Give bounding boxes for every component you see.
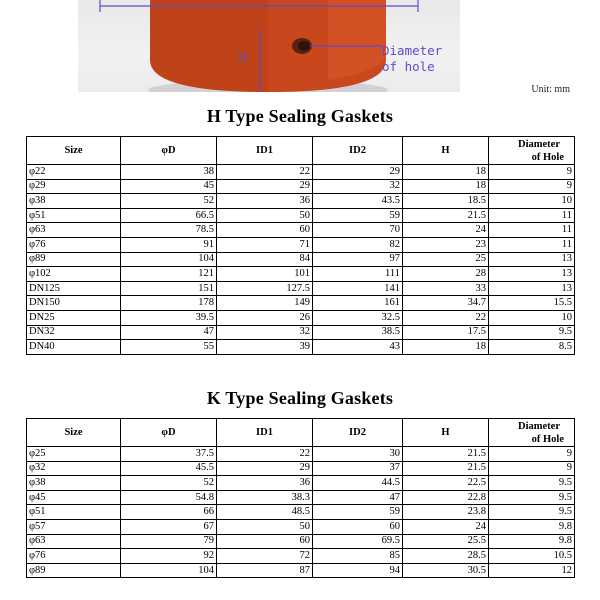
table-cell: 28.5 <box>403 549 489 564</box>
table-cell: 178 <box>121 296 217 311</box>
table-cell: 13 <box>489 267 575 282</box>
table-cell: 72 <box>217 549 313 564</box>
table-row <box>27 281 575 296</box>
table-cell: 9.8 <box>489 534 575 549</box>
table-cell: 104 <box>121 563 217 578</box>
table-cell: φ102 <box>27 267 121 282</box>
table-cell: 37 <box>313 461 403 476</box>
table-cell: 47 <box>313 490 403 505</box>
table-cell: 22 <box>403 310 489 325</box>
table-cell: DN40 <box>27 340 121 355</box>
table-row <box>27 549 575 564</box>
table-cell: φ51 <box>27 208 121 223</box>
table-cell: 10 <box>489 194 575 209</box>
table-cell: 71 <box>217 237 313 252</box>
table-cell: 11 <box>489 208 575 223</box>
table-cell: 87 <box>217 563 313 578</box>
table-cell: 45 <box>121 179 217 194</box>
table-cell: 25.5 <box>403 534 489 549</box>
table-cell: 111 <box>313 267 403 282</box>
table-row <box>27 252 575 267</box>
h-label: H <box>238 50 248 65</box>
table-row <box>27 490 575 505</box>
table-cell: 91 <box>121 237 217 252</box>
table-cell: 55 <box>121 340 217 355</box>
table-cell: 9.5 <box>489 325 575 340</box>
table-cell: 48.5 <box>217 505 313 520</box>
column-header: ID2 <box>313 419 403 447</box>
table-cell: 29 <box>217 179 313 194</box>
table-cell: 29 <box>217 461 313 476</box>
table-cell: 22.8 <box>403 490 489 505</box>
table-cell: 9 <box>489 447 575 462</box>
h-type-table <box>26 136 575 355</box>
table-row <box>27 208 575 223</box>
table-row <box>27 325 575 340</box>
h-type-body <box>27 165 575 355</box>
table-cell: 36 <box>217 476 313 491</box>
table-cell: 59 <box>313 505 403 520</box>
table-cell: 13 <box>489 252 575 267</box>
table-cell: φ25 <box>27 447 121 462</box>
table-cell: 38.3 <box>217 490 313 505</box>
table-cell: 43 <box>313 340 403 355</box>
table-cell: 24 <box>403 519 489 534</box>
table-cell: 17.5 <box>403 325 489 340</box>
table-cell: 52 <box>121 476 217 491</box>
table-cell: 9.8 <box>489 519 575 534</box>
table-cell: 151 <box>121 281 217 296</box>
table-cell: 18.5 <box>403 194 489 209</box>
k-type-header-row <box>27 419 575 447</box>
table-row <box>27 179 575 194</box>
table-cell: 21.5 <box>403 208 489 223</box>
table-cell: 13 <box>489 281 575 296</box>
table-row <box>27 165 575 180</box>
table-cell: 9.5 <box>489 505 575 520</box>
table-cell: 39 <box>217 340 313 355</box>
k-type-body <box>27 447 575 578</box>
table-cell: 66 <box>121 505 217 520</box>
table-cell: 38.5 <box>313 325 403 340</box>
table-cell: 67 <box>121 519 217 534</box>
table-row <box>27 340 575 355</box>
table-cell: 24 <box>403 223 489 238</box>
h-type-title: H Type Sealing Gaskets <box>206 106 394 126</box>
table-row <box>27 447 575 462</box>
table-cell: 101 <box>217 267 313 282</box>
table-cell: 104 <box>121 252 217 267</box>
table-cell: 52 <box>121 194 217 209</box>
table-cell: 37.5 <box>121 447 217 462</box>
column-header: φD <box>121 419 217 447</box>
table-cell: 22.5 <box>403 476 489 491</box>
table-cell: 26 <box>217 310 313 325</box>
table-cell: φ89 <box>27 252 121 267</box>
diameter-of-hole-label: Diameter of hole <box>382 43 443 74</box>
table-cell: 141 <box>313 281 403 296</box>
table-cell: 50 <box>217 208 313 223</box>
table-cell: 30.5 <box>403 563 489 578</box>
table-cell: φ76 <box>27 549 121 564</box>
table-cell: 9.5 <box>489 490 575 505</box>
k-type-table <box>26 418 575 578</box>
table-cell: 10 <box>489 310 575 325</box>
table-cell: DN125 <box>27 281 121 296</box>
table-cell: 28 <box>403 267 489 282</box>
table-row <box>27 296 575 311</box>
table-cell: φ89 <box>27 563 121 578</box>
table-row <box>27 476 575 491</box>
table-row <box>27 534 575 549</box>
table-cell: 22 <box>217 447 313 462</box>
table-cell: 70 <box>313 223 403 238</box>
table-cell: 149 <box>217 296 313 311</box>
column-header: φD <box>121 137 217 165</box>
column-header: Size <box>27 137 121 165</box>
table-cell: 33 <box>403 281 489 296</box>
table-cell: 44.5 <box>313 476 403 491</box>
table-cell: φ32 <box>27 461 121 476</box>
table-row <box>27 237 575 252</box>
table-cell: 9 <box>489 165 575 180</box>
table-cell: 94 <box>313 563 403 578</box>
table-cell: 82 <box>313 237 403 252</box>
table-row <box>27 519 575 534</box>
column-header: Diameter of Hole <box>489 137 575 165</box>
table-cell: 60 <box>313 519 403 534</box>
table-row <box>27 461 575 476</box>
table-cell: 10.5 <box>489 549 575 564</box>
table-cell: 21.5 <box>403 461 489 476</box>
table-cell: 66.5 <box>121 208 217 223</box>
table-cell: 60 <box>217 223 313 238</box>
table-cell: 50 <box>217 519 313 534</box>
table-cell: 45.5 <box>121 461 217 476</box>
table-cell: φ38 <box>27 476 121 491</box>
table-cell: 78.5 <box>121 223 217 238</box>
table-cell: φ22 <box>27 165 121 180</box>
table-cell: 69.5 <box>313 534 403 549</box>
table-cell: 22 <box>217 165 313 180</box>
table-cell: 34.7 <box>403 296 489 311</box>
column-header: Diameter of Hole <box>489 419 575 447</box>
table-cell: 60 <box>217 534 313 549</box>
table-cell: 127.5 <box>217 281 313 296</box>
table-cell: 43.5 <box>313 194 403 209</box>
unit-label: Unit: mm <box>531 84 570 95</box>
table-cell: φ57 <box>27 519 121 534</box>
table-row <box>27 310 575 325</box>
table-cell: 9.5 <box>489 476 575 491</box>
table-row <box>27 563 575 578</box>
table-cell: φ63 <box>27 223 121 238</box>
table-cell: 54.8 <box>121 490 217 505</box>
table-cell: 29 <box>313 165 403 180</box>
table-cell: 79 <box>121 534 217 549</box>
table-cell: 18 <box>403 340 489 355</box>
table-cell: 18 <box>403 179 489 194</box>
table-cell: 11 <box>489 237 575 252</box>
column-header: ID2 <box>313 137 403 165</box>
table-cell: 23 <box>403 237 489 252</box>
table-cell: 30 <box>313 447 403 462</box>
table-cell: 21.5 <box>403 447 489 462</box>
table-cell: 9 <box>489 179 575 194</box>
table-cell: 32.5 <box>313 310 403 325</box>
table-cell: DN25 <box>27 310 121 325</box>
table-cell: DN32 <box>27 325 121 340</box>
table-cell: 25 <box>403 252 489 267</box>
table-cell: φ45 <box>27 490 121 505</box>
table-cell: 97 <box>313 252 403 267</box>
table-cell: DN150 <box>27 296 121 311</box>
table-cell: 12 <box>489 563 575 578</box>
table-cell: 23.8 <box>403 505 489 520</box>
table-cell: 84 <box>217 252 313 267</box>
table-cell: 59 <box>313 208 403 223</box>
table-cell: φ29 <box>27 179 121 194</box>
table-cell: 9 <box>489 461 575 476</box>
table-cell: 36 <box>217 194 313 209</box>
h-type-header-row <box>27 137 575 165</box>
table-cell: 92 <box>121 549 217 564</box>
table-cell: φ63 <box>27 534 121 549</box>
table-row <box>27 267 575 282</box>
table-cell: 18 <box>403 165 489 180</box>
column-header: H <box>403 137 489 165</box>
k-type-title: K Type Sealing Gaskets <box>206 388 394 408</box>
table-cell: 32 <box>217 325 313 340</box>
column-header: Size <box>27 419 121 447</box>
table-cell: 8.5 <box>489 340 575 355</box>
column-header: ID1 <box>217 137 313 165</box>
table-cell: 11 <box>489 223 575 238</box>
table-cell: φ76 <box>27 237 121 252</box>
table-row <box>27 194 575 209</box>
table-row <box>27 223 575 238</box>
table-cell: 15.5 <box>489 296 575 311</box>
table-cell: φ38 <box>27 194 121 209</box>
table-cell: 47 <box>121 325 217 340</box>
table-cell: φ51 <box>27 505 121 520</box>
column-header: ID1 <box>217 419 313 447</box>
table-cell: 161 <box>313 296 403 311</box>
column-header: H <box>403 419 489 447</box>
table-cell: 32 <box>313 179 403 194</box>
table-cell: 39.5 <box>121 310 217 325</box>
table-cell: 121 <box>121 267 217 282</box>
table-row <box>27 505 575 520</box>
table-cell: 85 <box>313 549 403 564</box>
table-cell: 38 <box>121 165 217 180</box>
